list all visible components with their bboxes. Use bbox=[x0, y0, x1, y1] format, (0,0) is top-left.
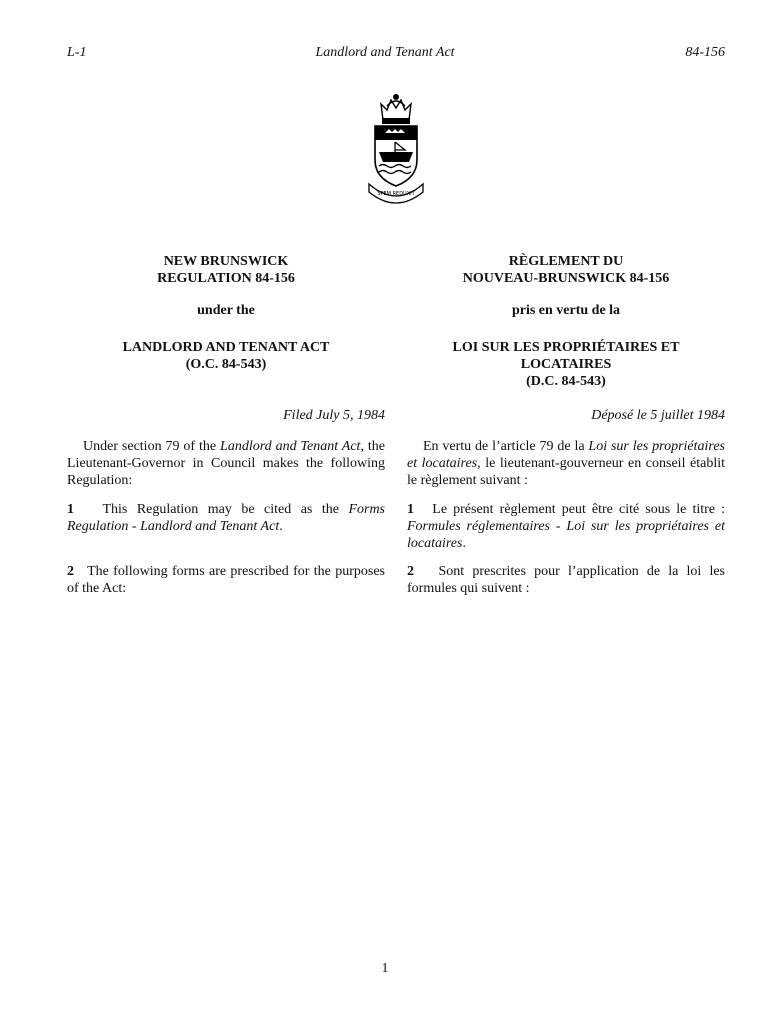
english-filed-date: Filed July 5, 1984 bbox=[283, 408, 385, 423]
header-regulation-number: 84-156 bbox=[685, 45, 725, 60]
english-preamble-a: Under section 79 of the bbox=[83, 439, 221, 454]
french-title bbox=[407, 253, 725, 287]
french-preamble-b: , le lieutenant-gouverneur en conseil établit le règlement suivant : bbox=[407, 456, 726, 488]
french-section-1 bbox=[407, 501, 725, 552]
french-section-1-title: Formules réglementaires - Loi sur les propriétaires et locataires bbox=[407, 519, 725, 551]
coat-of-arms bbox=[365, 92, 427, 204]
french-preamble-act: Loi sur les propriétaires et locataires bbox=[407, 439, 725, 471]
french-preamble-a: En vertu de l’article 79 de la bbox=[423, 439, 589, 454]
english-title bbox=[67, 253, 385, 287]
french-filed-date: Déposé le 5 juillet 1984 bbox=[591, 408, 725, 423]
english-title-line1: NEW BRUNSWICK bbox=[163, 254, 289, 269]
french-title-line1: RÈGLEMENT DU bbox=[508, 254, 624, 269]
header-chapter: L-1 bbox=[67, 45, 87, 60]
french-title-line2: NOUVEAU-BRUNSWICK 84-156 bbox=[462, 271, 670, 286]
english-title-line2: REGULATION 84-156 bbox=[157, 271, 295, 286]
english-preamble-act: Landlord and Tenant Act bbox=[220, 439, 361, 454]
french-preamble bbox=[407, 438, 725, 489]
english-section-1-b: . bbox=[279, 519, 283, 534]
french-section-2 bbox=[407, 563, 725, 597]
english-section-2-number: 2 bbox=[67, 564, 74, 579]
english-act-name bbox=[67, 339, 385, 373]
french-under: pris en vertu de la bbox=[511, 303, 621, 318]
french-act-line1: LOI SUR LES PROPRIÉTAIRES ET bbox=[452, 340, 680, 355]
english-preamble-b: , the Lieutenant-Governor in Council makes the following Regulation: bbox=[67, 439, 385, 488]
english-preamble bbox=[67, 438, 385, 489]
english-under: under the bbox=[197, 303, 255, 318]
page-number: 1 bbox=[381, 961, 389, 976]
english-section-1-a: This Regulation may be cited as the bbox=[102, 502, 349, 517]
french-act-name bbox=[407, 339, 725, 390]
french-section-2-number: 2 bbox=[407, 564, 414, 579]
french-section-1-number: 1 bbox=[407, 502, 414, 517]
french-act-line2: LOCATAIRES bbox=[520, 357, 612, 372]
english-act-line2: (O.C. 84-543) bbox=[185, 357, 267, 372]
english-section-2 bbox=[67, 563, 385, 597]
english-section-1-number: 1 bbox=[67, 502, 74, 517]
english-section-1 bbox=[67, 501, 385, 535]
english-section-2-text: The following forms are prescribed for the purposes of the Act: bbox=[67, 564, 385, 596]
header-act-title: Landlord and Tenant Act bbox=[315, 45, 455, 60]
english-section-1-title: Forms Regulation - Landlord and Tenant Act bbox=[67, 502, 385, 534]
french-act-line3: (D.C. 84-543) bbox=[526, 374, 606, 389]
french-section-2-text: Sont prescrites pour l’application de la loi les formules qui suivent : bbox=[407, 564, 725, 596]
crest-motto: SPEM REDUXIT bbox=[377, 191, 415, 197]
french-section-1-a: Le présent règlement peut être cité sous le titre : bbox=[432, 502, 726, 517]
english-act-line1: LANDLORD AND TENANT ACT bbox=[122, 340, 330, 355]
french-section-1-b: . bbox=[462, 536, 466, 551]
